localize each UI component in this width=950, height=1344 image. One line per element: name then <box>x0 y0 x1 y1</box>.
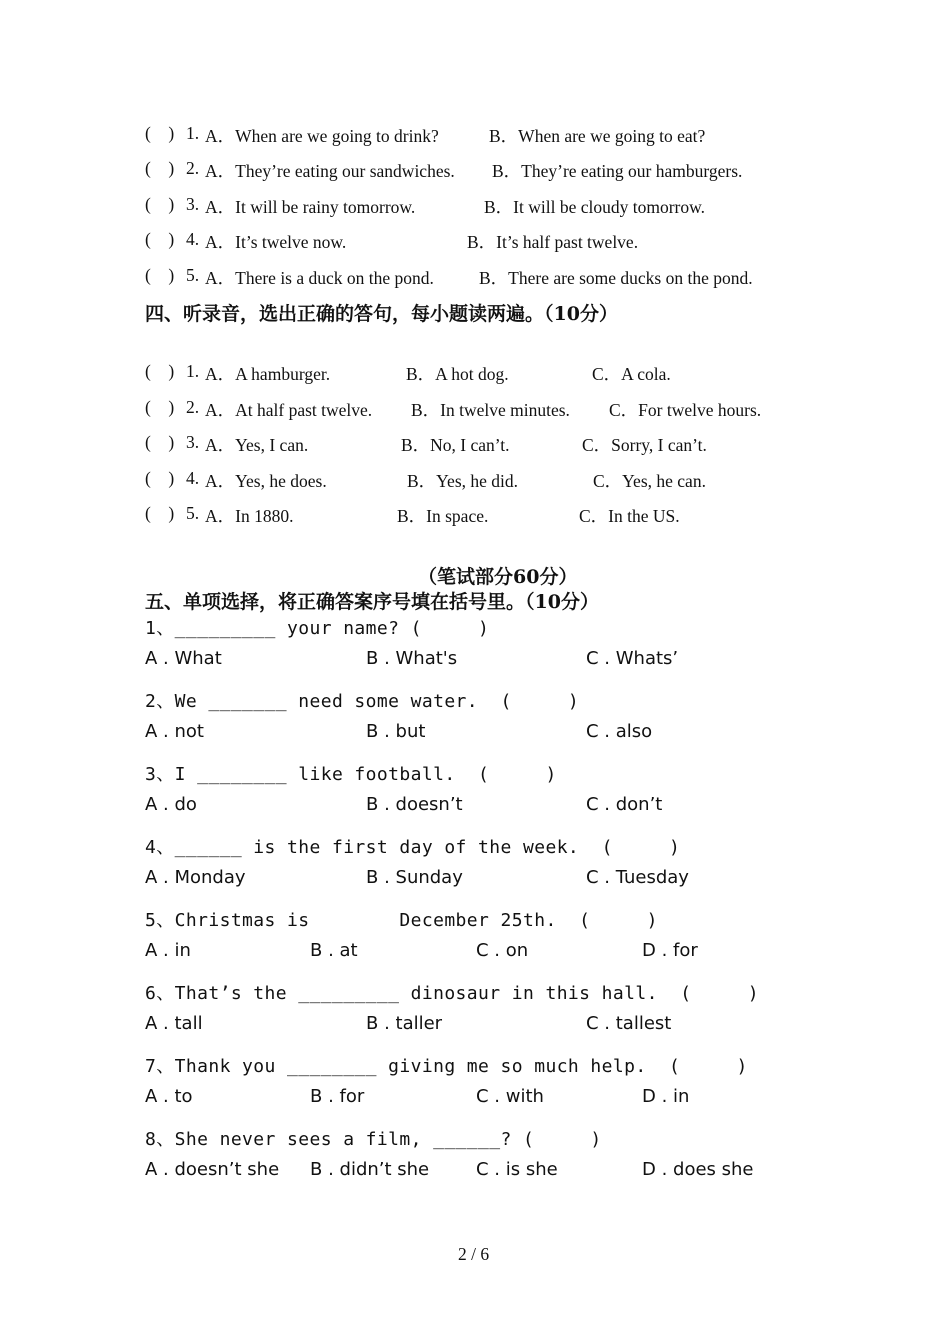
option-c: C . is she <box>476 1159 558 1180</box>
option-b: B . didn’t she <box>310 1159 430 1180</box>
option-a: A．At half past twelve. <box>205 400 373 420</box>
option-b: B．It’s half past twelve. <box>467 232 639 252</box>
question-text: 3、I ________ like football. ( ) <box>145 764 557 785</box>
option-b: B . What's <box>366 648 458 669</box>
section4-title: 四、听录音，选出正确的答句，每小题读两遍。（10分） <box>145 303 618 325</box>
option-d: D . for <box>642 940 698 961</box>
answer-bracket[interactable]: ( ) <box>145 123 175 143</box>
written-part-header: （笔试部分60分） <box>418 566 578 588</box>
item-number: 1. <box>186 123 200 143</box>
option-a: A . not <box>145 721 204 742</box>
option-b: B．When are we going to eat? <box>489 126 706 146</box>
item-number: 4. <box>186 229 200 249</box>
option-c: C . Tuesday <box>586 867 689 888</box>
answer-bracket[interactable]: ( ) <box>145 194 175 214</box>
answer-bracket[interactable]: ( ) <box>145 158 175 178</box>
item-number: 4. <box>186 468 200 488</box>
section5-title: 五、单项选择，将正确答案序号填在括号里。（10分） <box>145 591 599 613</box>
option-c: C . don’t <box>586 794 663 815</box>
option-a: A．Yes, I can. <box>205 435 309 455</box>
option-a: A．When are we going to drink? <box>205 126 439 146</box>
option-c: C . Whats’ <box>586 648 679 669</box>
item-number: 2. <box>186 158 200 178</box>
answer-bracket[interactable]: ( ) <box>145 397 175 417</box>
item-number: 5. <box>186 503 200 523</box>
item-number: 2. <box>186 397 200 417</box>
option-b: B . taller <box>366 1013 443 1034</box>
option-b: B . for <box>310 1086 365 1107</box>
question-text: 8、She never sees a film, ______? ( ) <box>145 1129 602 1150</box>
option-a: A . do <box>145 794 197 815</box>
option-c: C . with <box>476 1086 544 1107</box>
item-number: 5. <box>186 265 200 285</box>
option-c: C . tallest <box>586 1013 672 1034</box>
option-d: D . does she <box>642 1159 754 1180</box>
answer-bracket[interactable]: ( ) <box>145 468 175 488</box>
option-b: B．No, I can’t. <box>401 435 510 455</box>
option-a: A．A hamburger. <box>205 364 331 384</box>
option-a: A . Monday <box>145 867 246 888</box>
option-b: B．Yes, he did. <box>407 471 519 491</box>
option-c: C . on <box>476 940 529 961</box>
page-number: 2 / 6 <box>458 1244 490 1264</box>
item-number: 3. <box>186 432 200 452</box>
item-number: 1. <box>186 361 200 381</box>
question-text: 5、Christmas is December 25th. ( ) <box>145 910 658 931</box>
option-a: A．It will be rainy tomorrow. <box>205 197 416 217</box>
option-a: A．It’s twelve now. <box>205 232 347 252</box>
option-c: C．Sorry, I can’t. <box>582 435 707 455</box>
option-b: B . but <box>366 721 426 742</box>
option-b: B．It will be cloudy tomorrow. <box>484 197 705 217</box>
answer-bracket[interactable]: ( ) <box>145 265 175 285</box>
option-d: D . in <box>642 1086 690 1107</box>
option-a: A．They’re eating our sandwiches. <box>205 161 455 181</box>
option-a: A．Yes, he does. <box>205 471 327 491</box>
option-b: B . Sunday <box>366 867 463 888</box>
option-a: A . tall <box>145 1013 203 1034</box>
question-text: 2、We _______ need some water. ( ) <box>145 691 580 712</box>
option-a: A . doesn’t she <box>145 1159 280 1180</box>
option-b: B . doesn’t <box>366 794 463 815</box>
option-b: B . at <box>310 940 358 961</box>
option-b: B．In twelve minutes. <box>411 400 570 420</box>
option-c: C．Yes, he can. <box>593 471 706 491</box>
option-a: A . to <box>145 1086 193 1107</box>
answer-bracket[interactable]: ( ) <box>145 503 175 523</box>
option-b: B．They’re eating our hamburgers. <box>492 161 743 181</box>
question-text: 4、______ is the first day of the week. ( ) <box>145 837 681 858</box>
answer-bracket[interactable]: ( ) <box>145 229 175 249</box>
question-text: 6、That’s the _________ dinosaur in this hall. ( ) <box>145 983 759 1004</box>
answer-bracket[interactable]: ( ) <box>145 432 175 452</box>
option-c: C . also <box>586 721 653 742</box>
option-b: B．There are some ducks on the pond. <box>479 268 753 288</box>
option-a: A．There is a duck on the pond. <box>205 268 434 288</box>
option-a: A . What <box>145 648 222 669</box>
option-c: C．In the US. <box>579 506 680 526</box>
option-b: B．A hot dog. <box>406 364 509 384</box>
option-a: A．In 1880. <box>205 506 294 526</box>
option-a: A . in <box>145 940 191 961</box>
option-c: C．For twelve hours. <box>609 400 762 420</box>
question-text: 7、Thank you ________ giving me so much help. ( ) <box>145 1056 748 1077</box>
item-number: 3. <box>186 194 200 214</box>
question-text: 1、_________ your name? ( ) <box>145 618 490 639</box>
answer-bracket[interactable]: ( ) <box>145 361 175 381</box>
option-c: C．A cola. <box>592 364 671 384</box>
option-b: B．In space. <box>397 506 489 526</box>
